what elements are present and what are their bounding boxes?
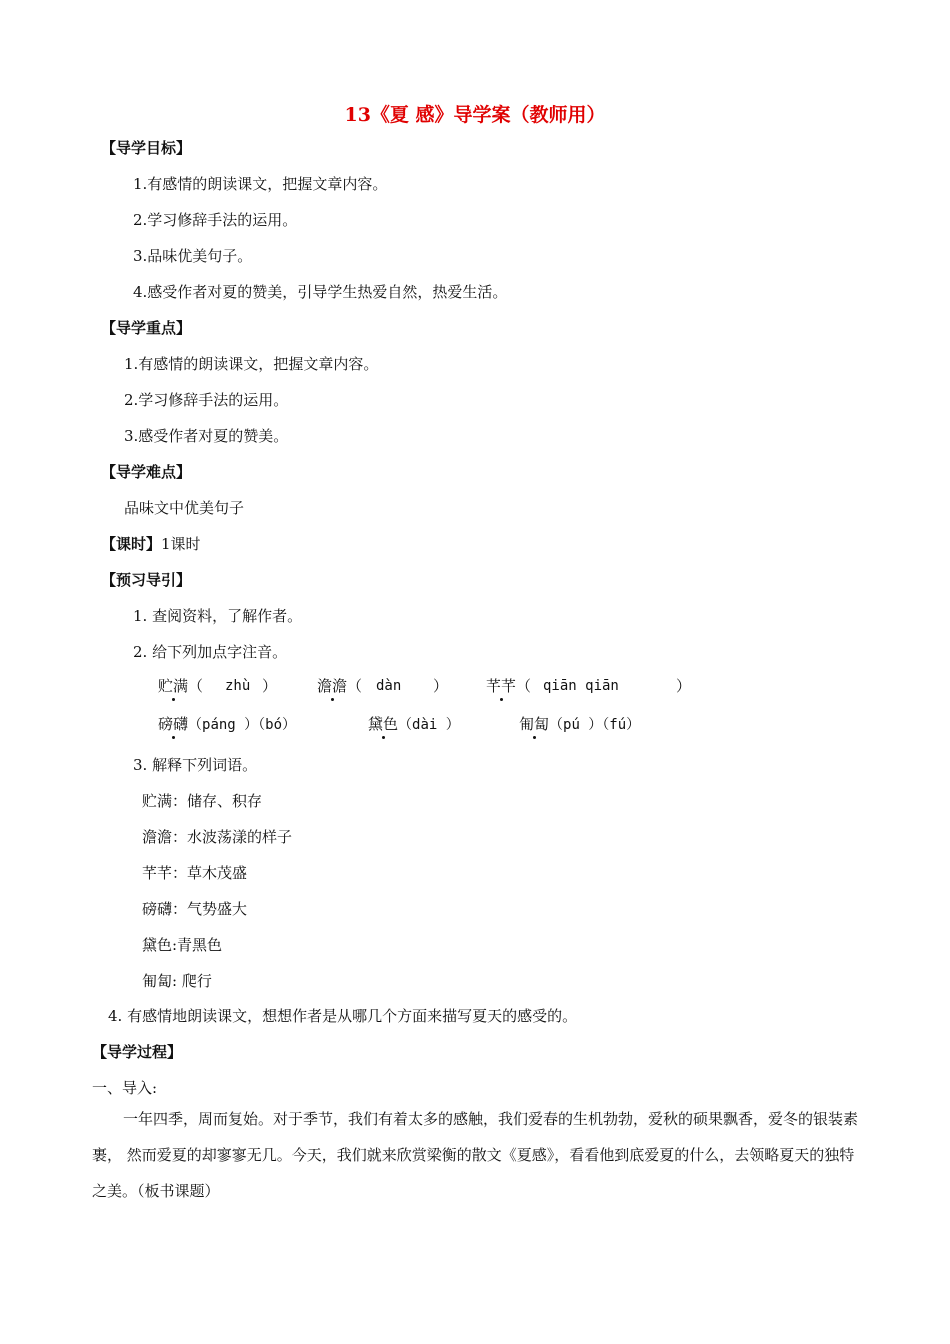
pinyin-entry [158,714,296,735]
goal-item: 3.品味优美句子。 [133,247,253,265]
class-hours-heading: 【课时】 [101,535,162,553]
pinyin-reading: （pú ）（fú） [549,717,641,733]
definition-item: 芊芊：草木茂盛 [142,864,248,882]
key-points-heading: 【导学重点】 [101,319,192,337]
preview-heading: 【预习导引】 [101,571,192,589]
intro-text: 一年四季，周而复始。对于季节，我们有着太多的感触，我们爱春的生机勃勃，爱秋的硕果飘香，爱冬的银装素裹， 然而爱夏的却寥寥无几。今天，我们就来欣赏梁衡的散文《夏感》，看看他到底爱夏的什么，去领略夏天的独特之美。（板书课题） [92,1110,859,1200]
section-title: 一、导入: [92,1079,158,1097]
preview-item: 2. 给下列加点字注音。 [133,643,288,661]
difficulty-heading: 【导学难点】 [101,463,192,481]
bracket: ） [262,677,278,695]
goal-item: 1.有感情的朗读课文，把握文章内容。 [133,175,388,193]
pinyin-entry [519,714,640,735]
intro-paragraph [92,1101,862,1209]
goal-item: 4.感受作者对夏的赞美，引导学生热爱自然，热爱生活。 [133,283,508,301]
class-hours-text: 1课时 [161,535,201,553]
dotted-word: 磅礴 [158,715,189,733]
definition-item: 匍匐: 爬行 [142,972,212,990]
definition-item: 黛色:青黑色 [142,936,223,954]
definition-item: 贮满：储存、积存 [142,792,263,810]
dotted-word: 芊芊 [486,677,517,695]
pinyin-reading: （páng ）（bó） [188,717,297,733]
preview-item: 3. 解释下列词语。 [133,756,258,774]
dotted-word: 匍匐 [519,715,550,733]
pinyin-entry [368,714,460,735]
definition-item: 磅礴：气势盛大 [142,900,248,918]
goal-item: 2.学习修辞手法的运用。 [133,211,298,229]
class-hours [101,534,201,554]
pinyin-reading: zhù [225,678,251,694]
bracket: ） [433,677,449,695]
key-point-item: 2.学习修辞手法的运用。 [124,391,289,409]
key-point-item: 3.感受作者对夏的赞美。 [124,427,289,445]
key-point-item: 1.有感情的朗读课文，把握文章内容。 [124,355,379,373]
dotted-word: 黛色 [368,715,399,733]
preview-item: 1. 查阅资料，了解作者。 [133,607,303,625]
goals-heading: 【导学目标】 [101,139,192,157]
dotted-word: 贮满 [158,677,189,695]
pinyin-reading: qiān qiān [543,678,619,694]
difficulty-text: 品味文中优美句子 [124,499,245,517]
document-title: 13《夏 感》导学案（教师用） [344,104,606,126]
pinyin-reading: （dài ） [398,717,460,733]
pinyin-reading: dàn [376,678,402,694]
dotted-word: 澹澹 [317,677,348,695]
pinyin-entry: 芊芊（ [486,677,532,695]
pinyin-entry: 澹澹（ [317,677,363,695]
definition-item: 澹澹：水波荡漾的样子 [142,828,293,846]
pinyin-entry: 贮满（ [158,677,204,695]
preview-item: 4. 有感情地朗读课文，想想作者是从哪几个方面来描写夏天的感受的。 [108,1007,578,1025]
process-heading: 【导学过程】 [92,1043,183,1061]
bracket: ） [676,677,692,695]
